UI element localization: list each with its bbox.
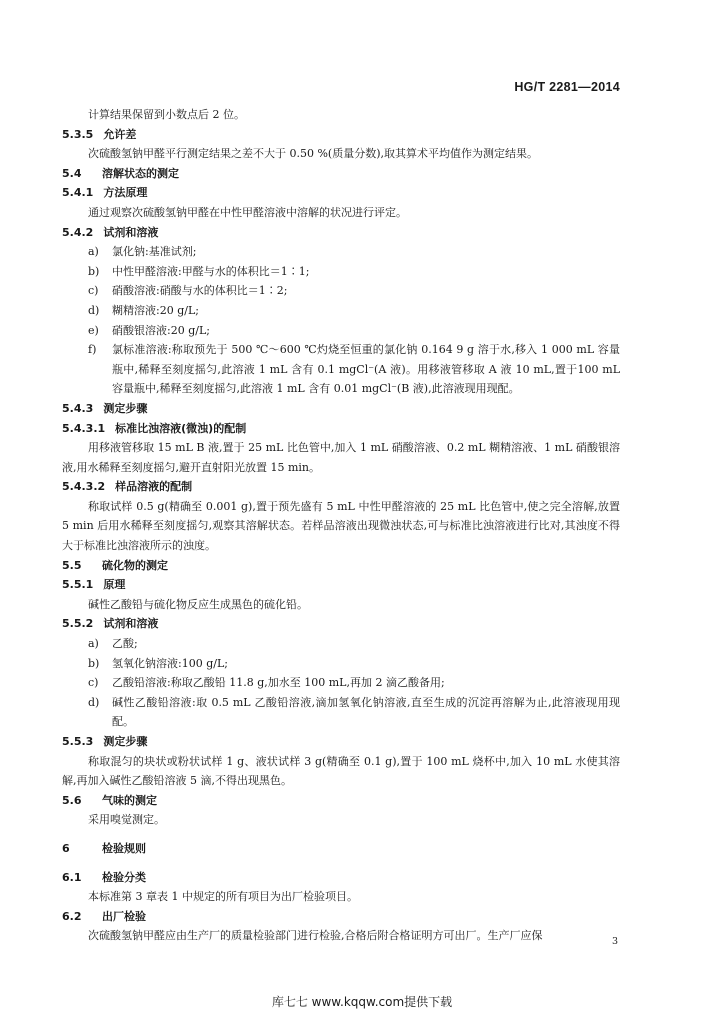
section-title: 出厂检验 xyxy=(102,909,146,923)
list-item-label: f) xyxy=(88,343,97,357)
section-heading xyxy=(62,791,620,811)
section-heading xyxy=(62,477,620,497)
list-item-text: 氢氧化钠溶液:100 g/L; xyxy=(112,656,228,670)
list-item-label: a) xyxy=(88,245,99,259)
section-number: 6.1 xyxy=(62,870,82,884)
list-item-label: c) xyxy=(88,284,99,298)
list-item-text: 乙酸; xyxy=(112,637,138,651)
paragraph: 称取试样 0.5 g(精确至 0.001 g),置于预先盛有 5 mL 中性甲醛溶液的 25 mL 比色管中,使之完全溶解,放置 5 min 后用水稀释至刻度摇匀,观察其溶解状态。若样品溶液出现微浊状态,可与标准比浊溶液进行比对,其浊度不得大于标准比浊溶液所示的浊度。 xyxy=(62,499,620,553)
section-number: 5.4.3.2 xyxy=(62,480,106,494)
paragraph: 称取混匀的块状或粉状试样 1 g、液状试样 3 g(精确至 0.1 g),置于 100 mL 烧杯中,加入 10 mL 水使其溶解,再加入碱性乙酸铅溶液 5 滴,不得出现黑色。 xyxy=(62,754,620,788)
section-heading xyxy=(62,419,620,439)
list-item-text: 氯化钠:基准试剂; xyxy=(112,245,197,259)
section-title: 标准比浊溶液(微浊)的配制 xyxy=(115,421,247,435)
section-number: 5.4.3 xyxy=(62,401,94,415)
section-heading xyxy=(62,164,620,184)
list-item-label: b) xyxy=(88,656,100,670)
list-item-text: 氯标准溶液:称取预先于 500 ℃～600 ℃灼烧至恒重的氯化钠 0.164 9 g 溶于水,移入 1 000 mL 容量瓶中,稀释至刻度摇匀,此溶液 1 mL 含有 0.1 mgCl⁻(A 液)。用移液管移取 A 液 10 mL,置于100 mL 容量瓶中,稀释至刻度摇匀,此溶液 1 mL 含有 0.01 mgCl⁻(B 液),此溶液现用现配。 xyxy=(112,343,620,396)
spacer xyxy=(62,859,620,868)
list-item xyxy=(62,340,620,399)
section-title: 检验规则 xyxy=(102,841,146,855)
section-heading xyxy=(62,399,620,419)
section-heading xyxy=(62,183,620,203)
section-heading xyxy=(62,556,620,576)
section-title: 方法原理 xyxy=(103,186,148,200)
section-title: 允许差 xyxy=(103,127,137,141)
section-title: 样品溶液的配制 xyxy=(115,480,193,494)
section-title: 原理 xyxy=(103,578,126,592)
section-number: 5.3.5 xyxy=(62,127,94,141)
section-title: 测定步骤 xyxy=(103,735,148,748)
section-number: 5.5.2 xyxy=(62,617,94,631)
section-title: 气味的测定 xyxy=(102,793,157,807)
section-heading xyxy=(62,868,620,888)
list-item-label: b) xyxy=(88,264,100,278)
section-heading xyxy=(62,839,620,859)
section-heading xyxy=(62,575,620,595)
list-item xyxy=(62,321,620,341)
list-item-text: 糊精溶液:20 g/L; xyxy=(112,303,199,317)
list-item xyxy=(62,301,620,321)
list-item xyxy=(62,281,620,301)
standard-code: HG/T 2281—2014 xyxy=(514,80,620,94)
list-item-label: e) xyxy=(88,323,99,337)
section-title: 试剂和溶液 xyxy=(103,617,159,631)
section-number: 5.5.3 xyxy=(62,735,94,748)
list-item xyxy=(62,262,620,282)
list-item xyxy=(62,654,620,674)
section-number: 5.4.3.1 xyxy=(62,421,106,435)
section-number: 5.5 xyxy=(62,558,82,572)
section-number: 5.4.1 xyxy=(62,186,94,200)
paragraph: 采用嗅觉测定。 xyxy=(88,813,165,827)
section-title: 溶解状态的测定 xyxy=(102,166,179,180)
list-item-text: 硝酸溶液:硝酸与水的体积比＝1∶2; xyxy=(112,284,288,298)
section-heading xyxy=(62,614,620,634)
document-body xyxy=(62,105,620,946)
section-number: 5.4.2 xyxy=(62,225,94,239)
section-title: 硫化物的测定 xyxy=(102,558,168,572)
paragraph: 计算结果保留到小数点后 2 位。 xyxy=(88,108,245,121)
list-item xyxy=(62,634,620,654)
section-number: 6 xyxy=(62,841,70,855)
section-heading xyxy=(62,732,620,752)
list-item-label: c) xyxy=(88,676,99,690)
section-title: 检验分类 xyxy=(102,870,146,884)
section-title: 测定步骤 xyxy=(103,401,148,415)
list-item-label: d) xyxy=(88,695,100,709)
section-number: 5.5.1 xyxy=(62,578,94,592)
paragraph: 用移液管移取 15 mL B 液,置于 25 mL 比色管中,加入 1 mL 硝酸溶液、0.2 mL 糊精溶液、1 mL 硝酸银溶液,用水稀释至刻度摇匀,避开直射阳光放置 15 min。 xyxy=(62,441,620,474)
list-item-text: 碱性乙酸铅溶液:取 0.5 mL 乙酸铅溶液,滴加氢氧化钠溶液,直至生成的沉淀再溶解为止,此溶液现用现配。 xyxy=(112,695,620,729)
paragraph: 次硫酸氢钠甲醛应由生产厂的质量检验部门进行检验,合格后附合格证明方可出厂。生产厂应保 xyxy=(88,929,543,943)
section-heading xyxy=(62,907,620,927)
list-item-text: 硝酸银溶液:20 g/L; xyxy=(112,323,210,337)
section-title: 试剂和溶液 xyxy=(103,225,159,239)
paragraph: 碱性乙酸铅与硫化物反应生成黑色的硫化铅。 xyxy=(88,597,308,611)
section-number: 6.2 xyxy=(62,909,82,923)
spacer xyxy=(62,830,620,839)
section-heading xyxy=(62,223,620,243)
list-item xyxy=(62,673,620,693)
paragraph: 本标准第 3 章表 1 中规定的所有项目为出厂检验项目。 xyxy=(88,890,358,904)
section-heading xyxy=(62,125,620,145)
section-number: 5.6 xyxy=(62,793,82,807)
list-item xyxy=(62,242,620,262)
list-item-label: d) xyxy=(88,303,100,317)
paragraph: 次硫酸氢钠甲醛平行测定结果之差不大于 0.50 %(质量分数),取其算术平均值作为测定结果。 xyxy=(88,147,539,161)
list-item-text: 乙酸铅溶液:称取乙酸铅 11.8 g,加水至 100 mL,再加 2 滴乙酸备用; xyxy=(112,676,445,690)
paragraph: 通过观察次硫酸氢钠甲醛在中性甲醛溶液中溶解的状况进行评定。 xyxy=(88,205,407,219)
list-item xyxy=(62,693,620,732)
list-item-label: a) xyxy=(88,637,99,651)
section-number: 5.4 xyxy=(62,166,82,180)
page-number: 3 xyxy=(611,936,618,947)
download-footer: 库七七 www.kqqw.com提供下载 xyxy=(271,995,453,1009)
list-item-text: 中性甲醛溶液:甲醛与水的体积比＝1∶1; xyxy=(112,264,310,278)
